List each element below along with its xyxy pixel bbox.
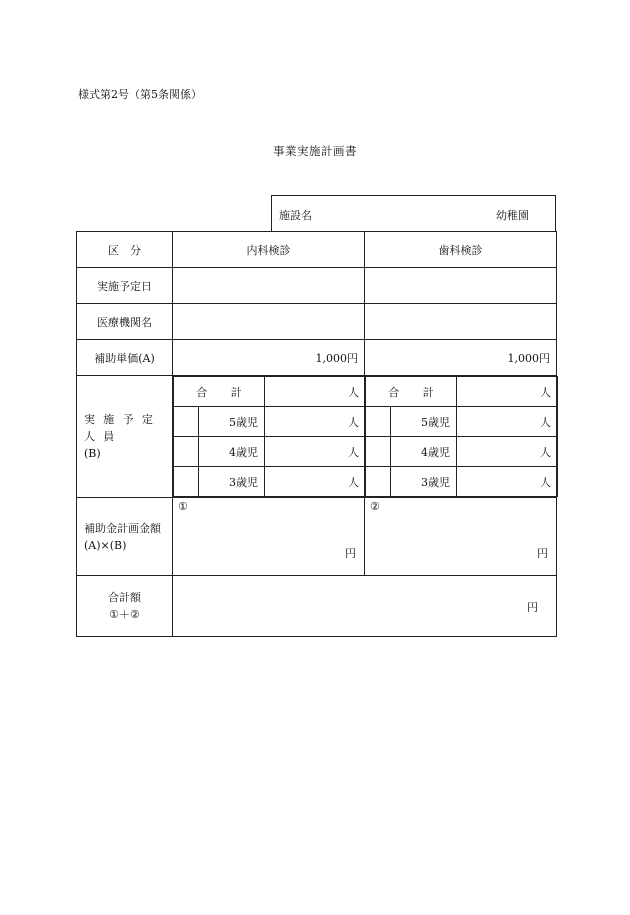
internal-age-3-unit[interactable]: 人 — [265, 467, 366, 497]
planned-people-label — [77, 376, 173, 498]
dental-age-5-label: 5歳児 — [391, 407, 457, 437]
total-label — [77, 576, 173, 637]
unit-price-row — [77, 340, 557, 376]
document-title: 事業実施計画書 — [273, 144, 357, 158]
planned-people-label-line1: 実 施 予 定 人 員 — [84, 413, 156, 443]
dental-age-5-unit[interactable]: 人 — [457, 407, 558, 437]
planned-people-dental-grid — [365, 376, 558, 497]
internal-age-5-label: 5歳児 — [199, 407, 265, 437]
dental-total-label: 合 計 — [366, 377, 457, 407]
facility-value: 幼稚園 — [496, 209, 529, 222]
internal-total-unit[interactable]: 人 — [265, 377, 366, 407]
facility-name-box — [271, 195, 556, 231]
header-row — [77, 232, 557, 268]
internal-age-4-label: 4歳児 — [199, 437, 265, 467]
internal-age-5-unit[interactable]: 人 — [265, 407, 366, 437]
subsidy-amount-dental[interactable] — [365, 498, 557, 576]
subsidy-amount-internal[interactable] — [173, 498, 365, 576]
header-category: 区 分 — [77, 232, 173, 268]
total-label-line2: ①＋② — [109, 608, 140, 621]
internal-total-label: 合 計 — [174, 377, 265, 407]
subsidy-dental-yen: 円 — [537, 547, 548, 560]
institution-label: 医療機関名 — [77, 304, 173, 340]
planned-people-dental — [365, 376, 557, 498]
subsidy-amount-row — [77, 498, 557, 576]
subsidy-amount-label — [77, 498, 173, 576]
institution-dental-field[interactable] — [365, 304, 557, 340]
unit-price-internal: 1,000円 — [173, 340, 365, 376]
schedule-date-internal-field[interactable] — [173, 268, 365, 304]
header-dental-exam: 歯科検診 — [365, 232, 557, 268]
total-row — [77, 576, 557, 637]
planned-people-internal — [173, 376, 365, 498]
dental-age-4-label: 4歳児 — [391, 437, 457, 467]
schedule-date-label: 実施予定日 — [77, 268, 173, 304]
subsidy-amount-label-line1: 補助金計画金額 — [84, 521, 161, 535]
dental-total-unit[interactable]: 人 — [457, 377, 558, 407]
dental-age-4-unit[interactable]: 人 — [457, 437, 558, 467]
schedule-date-dental-field[interactable] — [365, 268, 557, 304]
form-number: 様式第2号（第5条関係） — [78, 88, 202, 101]
facility-label: 施設名 — [279, 209, 312, 222]
subsidy-mark-2: ② — [370, 500, 380, 513]
total-label-line1: 合計額 — [108, 591, 141, 604]
institution-internal-field[interactable] — [173, 304, 365, 340]
planned-people-label-line2: (B) — [84, 447, 101, 460]
planned-people-row — [77, 376, 557, 498]
schedule-date-row — [77, 268, 557, 304]
subsidy-internal-yen: 円 — [345, 547, 356, 560]
plan-table — [76, 231, 557, 637]
subsidy-mark-1: ① — [178, 500, 188, 513]
unit-price-label: 補助単価(A) — [77, 340, 173, 376]
header-internal-exam: 内科検診 — [173, 232, 365, 268]
institution-row — [77, 304, 557, 340]
total-amount-field[interactable] — [173, 576, 557, 637]
total-yen: 円 — [527, 601, 538, 614]
planned-people-internal-grid — [173, 376, 366, 497]
internal-age-3-label: 3歳児 — [199, 467, 265, 497]
subsidy-amount-label-line2: (A)×(B) — [84, 538, 127, 552]
dental-age-3-label: 3歳児 — [391, 467, 457, 497]
dental-age-3-unit[interactable]: 人 — [457, 467, 558, 497]
internal-age-4-unit[interactable]: 人 — [265, 437, 366, 467]
unit-price-dental: 1,000円 — [365, 340, 557, 376]
